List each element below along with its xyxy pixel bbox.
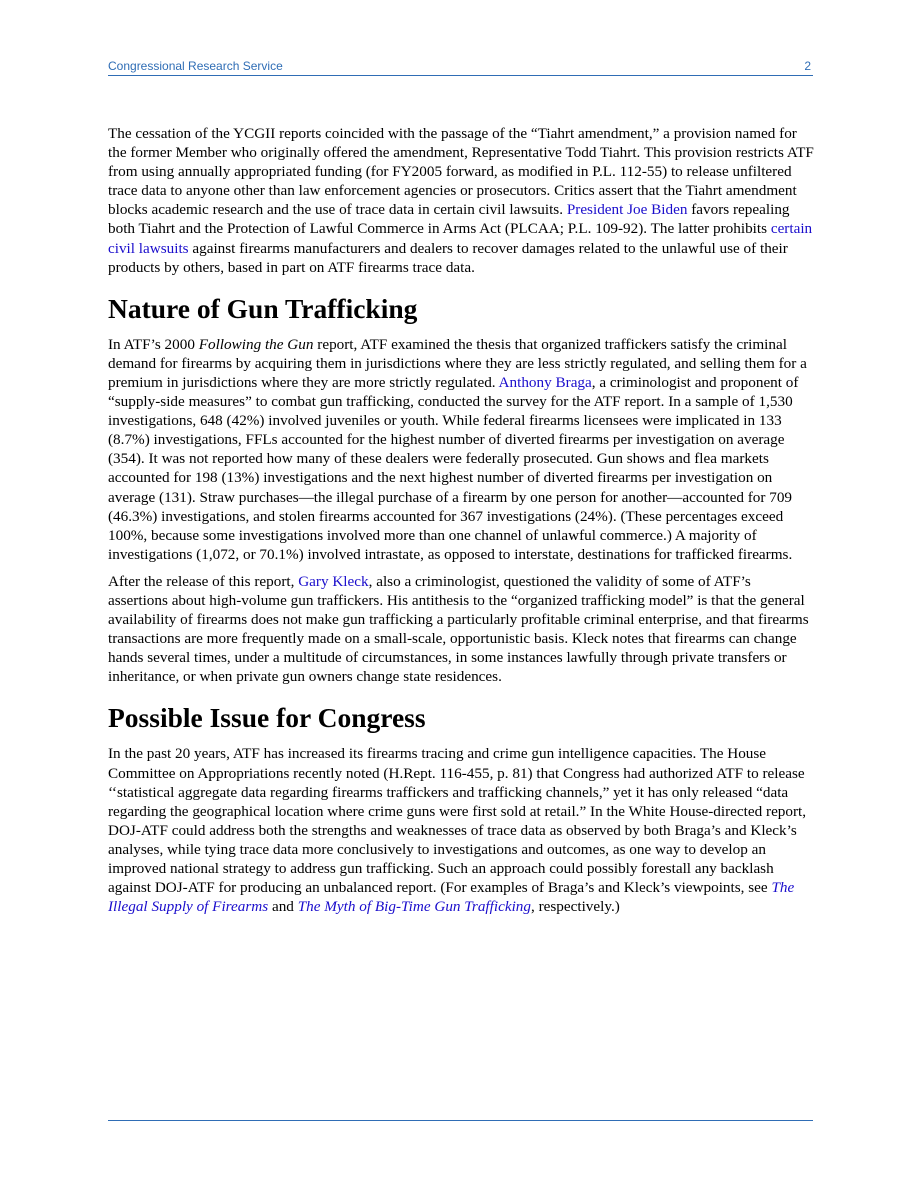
text-run: favors repealing both Tiahrt and the Protection of Lawful Commerce in Arms Act (PLCAA; P.L. 109-92). The latter prohibits (108, 201, 790, 238)
trafficking-paragraph-2 (108, 572, 814, 687)
document-body (108, 124, 814, 924)
text-run: report, ATF examined the thesis that organized traffickers satisfy the criminal demand for firearms by acquiring them in jurisdictions where they are less strictly regulated, and selling them for a premium in jurisdictions where they are more strictly regulated. (108, 335, 807, 391)
text-run: , also a criminologist, questioned the validity of some of ATF’s assertions about high-volume gun traffickers. His antithesis to the “organized trafficking model” is that the general availability of firearms does not make gun trafficking a particularly profitable criminal enterprise, and that firearms transactions are more frequently made on a small-scale, opportunistic basis. Kleck notes that firearms can change hands several times, under a multitude of circumstances, in some instances lawfully through private transfers or inheritance, or when private gun owners change state residences. (108, 572, 809, 686)
section-heading-possible-issue-for-congress: Possible Issue for Congress (108, 702, 426, 734)
section-heading-nature-of-gun-trafficking: Nature of Gun Trafficking (108, 292, 418, 324)
text-run: In the past 20 years, ATF has increased its firearms tracing and crime gun intelligence capacities. The House Committee on Appropriations recently noted (H.Rept. 116-455, p. 81) that Congress had authorized ATF to release ‘‘statistical aggregate data regarding firearms traffickers and trafficking channels,” yet it has only released “data regarding the geographical location where crime guns were first sold at retail.” In the White House-directed report, DOJ-ATF could address both the strengths and weaknesses of trace data as observed by both Braga’s and Kleck’s analyses, while tying trace data more conclusively to investigations and outcomes, as one way to develop an improved national strategy to address gun trafficking. Such an approach could possibly forestall any backlash against DOJ-ATF for producing an unbalanced report. (For examples of Braga’s and Kleck’s viewpoints, see (108, 745, 807, 897)
link-anthony-braga[interactable]: Anthony Braga (498, 373, 592, 391)
intro-paragraph (108, 124, 814, 277)
text-run: , respectively.) (530, 898, 620, 916)
text-run: and (268, 898, 298, 916)
congress-paragraph (108, 744, 814, 916)
footer-divider (108, 1120, 813, 1121)
link-president-joe-biden[interactable]: President Joe Biden (566, 201, 688, 219)
trafficking-paragraph-1 (108, 335, 814, 564)
text-run: After the release of this report, (108, 572, 299, 590)
text-run: The cessation of the YCGII reports coincided with the passage of the “Tiahrt amendment,” a provision named for the former Member who originally offered the amendment, Representative Todd Tiahrt. This provision restricts ATF from using annually appropriated funding (for FY2005 forward, as modified in P.L. 112-55) to release unfiltered trace data to anyone other than law enforcement agencies or prosecutors. Critics assert that the Tiahrt amendment blocks academic research and the use of trace data in certain civil lawsuits. (108, 125, 814, 219)
link-illegal-supply-of-firearms[interactable]: The Illegal Supply of Firearms (108, 879, 795, 916)
text-run: , a criminologist and proponent of “supply-side measures” to combat gun trafficking, conducted the survey for the ATF report. In a sample of 1,530 investigations, 648 (42%) involved juveniles or youth. While federal firearms licensees were implicated in 133 (8.7%) investigations, FFLs accounted for the highest number of diverted firearms per investigation on average (354). It was not reported how many of these dealers were federally prosecuted. Gun shows and flea markets accounted for 198 (13%) investigations and the next highest number of diverted firearms per investigation on average (131). Straw purchases—the illegal purchase of a firearm by one person for another—accounted for 709 (46.3%) investigations, and stolen firearms accounted for 367 investigations (24%). (These percentages exceed 100%, because some investigations involved more than one channel of unlawful commerce.) A majority of investigations (1,072, or 70.1%) involved intrastate, as opposed to interstate, destinations for trafficked firearms. (108, 373, 799, 563)
page-number: 2 (804, 59, 811, 73)
header-org-name: Congressional Research Service (108, 59, 283, 73)
text-run: In ATF’s 2000 (108, 335, 199, 353)
text-run: against firearms manufacturers and dealers to recover damages related to the unlawful use of their products by others, based in part on ATF firearms trace data. (108, 239, 788, 276)
link-gary-kleck[interactable]: Gary Kleck (298, 572, 369, 590)
link-certain-civil-lawsuits[interactable]: certain civil lawsuits (108, 220, 813, 257)
link-myth-of-big-time-gun-trafficking[interactable]: The Myth of Big-Time Gun Trafficking (297, 898, 531, 916)
page-header (108, 58, 813, 76)
report-title-italic: Following the Gun (198, 335, 314, 353)
